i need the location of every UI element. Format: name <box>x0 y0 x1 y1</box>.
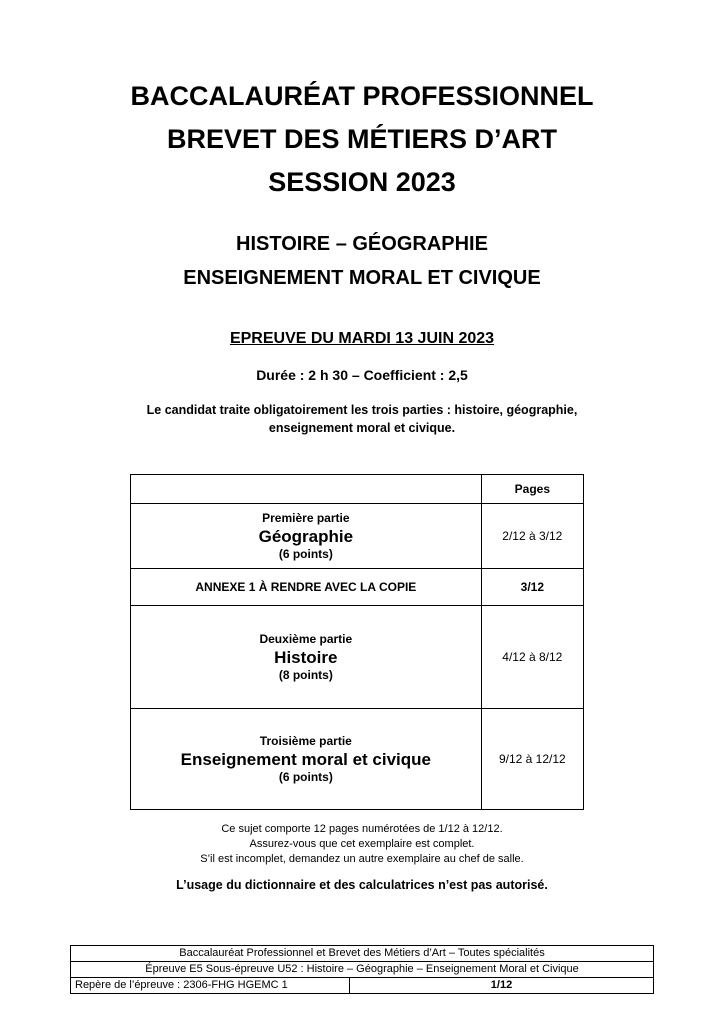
part-pages: 2/12 à 3/12 <box>481 504 583 569</box>
part-name: Enseignement moral et civique <box>180 749 431 769</box>
footer-reference: Repère de l’épreuve : 2306-FHG HGEMC 1 <box>71 978 350 994</box>
exam-duration: Durée : 2 h 30 – Coefficient : 2,5 <box>256 367 468 383</box>
footer-row2: Épreuve E5 Sous-épreuve U52 : Histoire – Géographie – Enseignement Moral et Civique <box>71 962 654 978</box>
exam-instruction <box>0 401 724 437</box>
note-line2: Assurez-vous que cet exemplaire est complet. <box>249 838 475 850</box>
part-label: Deuxième partie <box>259 631 353 646</box>
annex-label: ANNEXE 1 À RENDRE AVEC LA COPIE <box>131 569 482 606</box>
exam-date: EPREUVE DU MARDI 13 JUIN 2023 <box>229 330 495 347</box>
table-header-pages: Pages <box>481 475 583 504</box>
table-row <box>131 606 584 709</box>
calculator-warning: L’usage du dictionnaire et des calculatrices n’est pas autorisé. <box>176 878 548 892</box>
part-label: Troisième partie <box>259 733 352 748</box>
part-points: (6 points) <box>278 546 333 561</box>
table-row <box>131 709 584 810</box>
part-points: (6 points) <box>278 769 333 784</box>
notes-block <box>0 822 724 867</box>
table-row <box>131 504 584 569</box>
subject-block <box>0 227 724 295</box>
part-points: (8 points) <box>278 667 333 682</box>
part-cell <box>131 709 482 810</box>
note-line3: S’il est incomplet, demandez un autre exemplaire au chef de salle. <box>200 853 524 865</box>
table-row <box>131 569 584 606</box>
subject-line1: HISTOIRE – GÉOGRAPHIE <box>236 233 488 255</box>
subject-line2: ENSEIGNEMENT MORAL ET CIVIQUE <box>183 267 541 289</box>
instruction-line2: enseignement moral et civique. <box>268 421 456 435</box>
exam-title-line1: BACCALAURÉAT PROFESSIONNEL <box>130 81 594 111</box>
exam-title-block <box>0 76 724 205</box>
annex-pages: 3/12 <box>481 569 583 606</box>
note-line1: Ce sujet comporte 12 pages numérotées de 1/12 à 12/12. <box>221 823 503 835</box>
contents-table <box>130 474 584 810</box>
part-name: Géographie <box>258 526 354 546</box>
table-header-row <box>131 475 584 504</box>
table-header-empty <box>131 475 482 504</box>
footer-page-number: 1/12 <box>350 978 654 994</box>
part-pages: 4/12 à 8/12 <box>481 606 583 709</box>
part-label: Première partie <box>262 510 350 525</box>
part-cell <box>131 504 482 569</box>
exam-title-line2: BREVET DES MÉTIERS D’ART <box>166 124 558 154</box>
part-pages: 9/12 à 12/12 <box>481 709 583 810</box>
footer-row1: Baccalauréat Professionnel et Brevet des Métiers d’Art – Toutes spécialités <box>71 946 654 962</box>
part-name: Histoire <box>274 647 338 667</box>
footer-table <box>70 945 654 994</box>
instruction-line1: Le candidat traite obligatoirement les trois parties : histoire, géographie, <box>146 403 578 417</box>
part-cell <box>131 606 482 709</box>
exam-title-line3: SESSION 2023 <box>268 167 456 197</box>
